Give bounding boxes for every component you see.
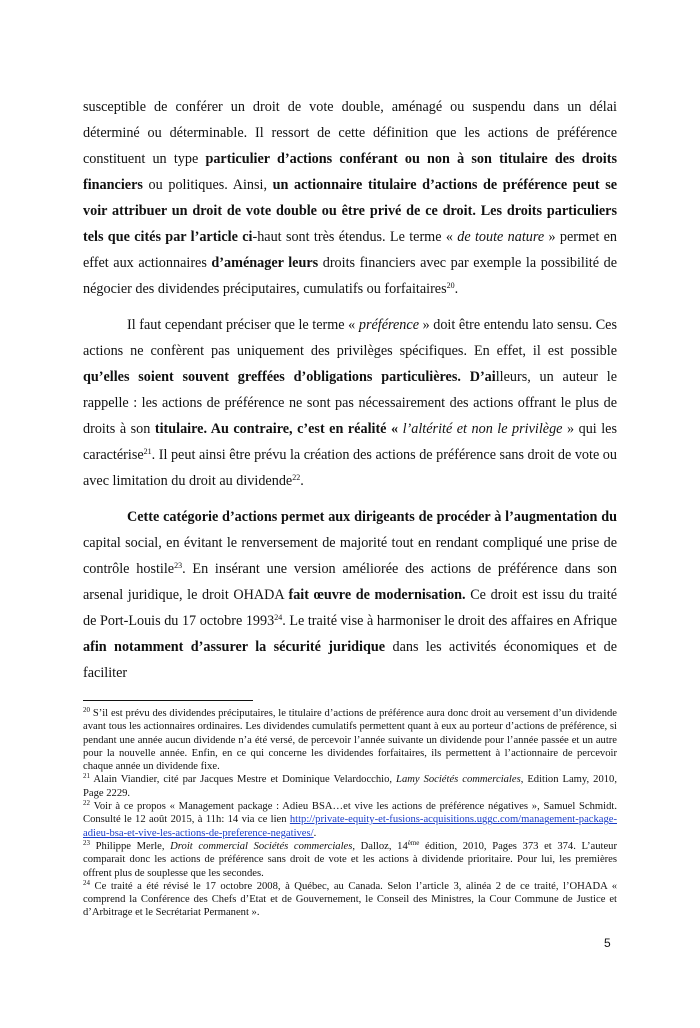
footnotes xyxy=(83,707,617,920)
bold-text: un actionnaire titulaire d’actions de préférence peut se voir attribuer un droit de vote double ou être privé de ce droit. Les droits particuliers tels que cités par l’article ci xyxy=(83,177,618,245)
footnote-number: 21 xyxy=(83,772,90,781)
text-run: capital social, en évitant le renversement de majorité tout en rendant compliqué une prise de contrôle hostile xyxy=(83,535,617,577)
text-run: dans les activités économiques et de faciliter xyxy=(83,639,617,681)
footnote-number: 24 xyxy=(83,878,90,887)
text-run: . Le traité vise à harmoniser le droit des affaires en Afrique xyxy=(282,613,617,629)
bold-text: titulaire. Au contraire, c’est en réalité « xyxy=(154,421,399,437)
footnote-text: S’il est prévu des dividendes préciputaires, le titulaire d’actions de préférence aura donc droit au versement d’un dividende avant tous les actionnaires ordinaires. Les dividendes cumulatifs permettent quant à eux au porteur d’actions de préférence, si pendant une année aucun dividende n’a été versé, de percevoir l’année suivante un dividende pour l’année passée et un autre pour la nouvelle année. Enfin, en ce qui concerne les dividendes forfaitaires, ils permettent à l’actionnaire de percevoir chaque année un dividende fixe. xyxy=(83,708,617,773)
text-run: . Il peut ainsi être prévu la création des actions de préférence sans droit de vote ou avec limitation du droit au dividende xyxy=(83,447,617,489)
footnote-text: , Edition Lamy, 2010, Page 2229. xyxy=(83,774,617,799)
footnote-text: , Dalloz, 14 xyxy=(352,840,408,852)
text-run: » qui les caractérise xyxy=(83,421,618,463)
paragraph-3 xyxy=(83,504,617,686)
footnote-number: 22 xyxy=(83,799,90,808)
paragraph-1 xyxy=(83,94,617,302)
text-run: . En insérant une version améliorée des actions de préférence dans son arsenal juridique, le droit OHADA xyxy=(83,561,617,603)
footnote-separator xyxy=(83,700,253,701)
footnote-21 xyxy=(83,773,617,800)
text-run: lleurs, un auteur le rappelle : les actions de préférence ne sont pas nécessairement des actions offrant le plus de droits à son xyxy=(83,369,617,437)
footnote-20 xyxy=(83,707,617,773)
footnote-number: 20 xyxy=(83,706,90,714)
italic-text: de toute nature xyxy=(457,229,545,245)
footnote-ref-20[interactable]: 20 xyxy=(446,281,455,290)
bold-text: qu’elles soient souvent greffées d’obligations particulières. D’ai xyxy=(83,369,496,385)
footnote-text: édition, 2010, Pages 373 et 374. L’auteur comparait donc les actions de préférence sans droit de vote et les actions à dividende prioritaire. Pour lui, les premières offrent plus de souplesse que les secondes. xyxy=(83,840,617,879)
page-number: 5 xyxy=(604,936,611,950)
text-run: Ce droit est issu du traité de Port-Louis du 17 octobre 1993 xyxy=(83,587,618,629)
bold-text: particulier d’actions conférant ou non à son titulaire des droits financiers xyxy=(83,151,617,193)
text-run: -haut sont très étendus. Le terme « xyxy=(252,229,458,245)
footnote-22 xyxy=(83,800,617,840)
footnote-24 xyxy=(83,880,617,920)
paragraph-2 xyxy=(83,312,617,494)
footnote-link[interactable]: http://private-equity-et-fusions-acquisitions.uggc.com/management-package-adieu-bsa-et-vive-les-actions-de-preference-negatives/ xyxy=(83,814,617,839)
footnote-ref-21[interactable]: 21 xyxy=(143,447,152,456)
footnote-text: Voir à ce propos « Management package : Adieu BSA…et vive les actions de préférence négatives », Samuel Schmidt. Consulté le 12 août 2015, à 11h: 14 via ce lien xyxy=(83,801,617,826)
footnote-italic: Lamy Sociétés commerciales xyxy=(396,774,521,786)
footnote-text: Alain Viandier, cité par Jacques Mestre et Dominique Velardocchio, xyxy=(90,774,397,786)
text-run: . xyxy=(454,281,459,297)
bold-text: afin notamment d’assurer la sécurité juridique xyxy=(83,639,386,655)
text-run: ou politiques. Ainsi, xyxy=(142,177,273,193)
bold-text: Cette catégorie d’actions permet aux dirigeants de procéder à l’augmentation du xyxy=(127,509,617,525)
body-text xyxy=(83,94,617,686)
footnote-italic: Droit commercial Sociétés commerciales xyxy=(170,840,353,852)
footnote-ref-23[interactable]: 23 xyxy=(174,561,183,570)
italic-text: l’altérité et non le privilège xyxy=(398,421,563,437)
bold-text: d’aménager leurs xyxy=(211,255,319,271)
text-run: droits financiers avec par exemple la possibilité de négocier des dividendes préciputaires, cumulatifs ou forfaitaires xyxy=(83,255,617,297)
footnote-23 xyxy=(83,840,617,880)
footnote-text: Ce traité a été révisé le 17 octobre 2008, à Québec, au Canada. Selon l’article 3, alinéa 2 de ce traité, l’OHADA « comprend la Conférence des Chefs d’Etat et de Gouvernement, le Conseil des Ministres, la Cour Commune de Justice et d’Arbitrage et le Secrétariat Permanent ». xyxy=(83,880,617,919)
footnote-ref-24[interactable]: 24 xyxy=(274,613,283,622)
footnote-text: . xyxy=(313,827,317,839)
text-run: susceptible de conférer un droit de vote double, aménagé ou suspendu dans un délai déterminé ou déterminable. Il ressort de cette définition que les actions de préférence constituent un type xyxy=(83,99,617,167)
text-run: . xyxy=(300,473,304,489)
text-run: Il faut cependant préciser que le terme « xyxy=(127,317,359,333)
text-run: » permet en effet aux actionnaires xyxy=(83,229,617,271)
footnote-text: Philippe Merle, xyxy=(90,840,171,852)
footnote-ref-22[interactable]: 22 xyxy=(292,473,301,482)
footnote-number: 23 xyxy=(83,838,90,847)
text-run: » doit être entendu lato sensu. Ces actions ne confèrent pas uniquement des privilèges spécifiques. En effet, il est possible xyxy=(83,317,617,359)
bold-text: fait œuvre de modernisation. xyxy=(288,587,466,603)
italic-text: préférence xyxy=(358,317,419,333)
superscript: ème xyxy=(407,838,420,847)
